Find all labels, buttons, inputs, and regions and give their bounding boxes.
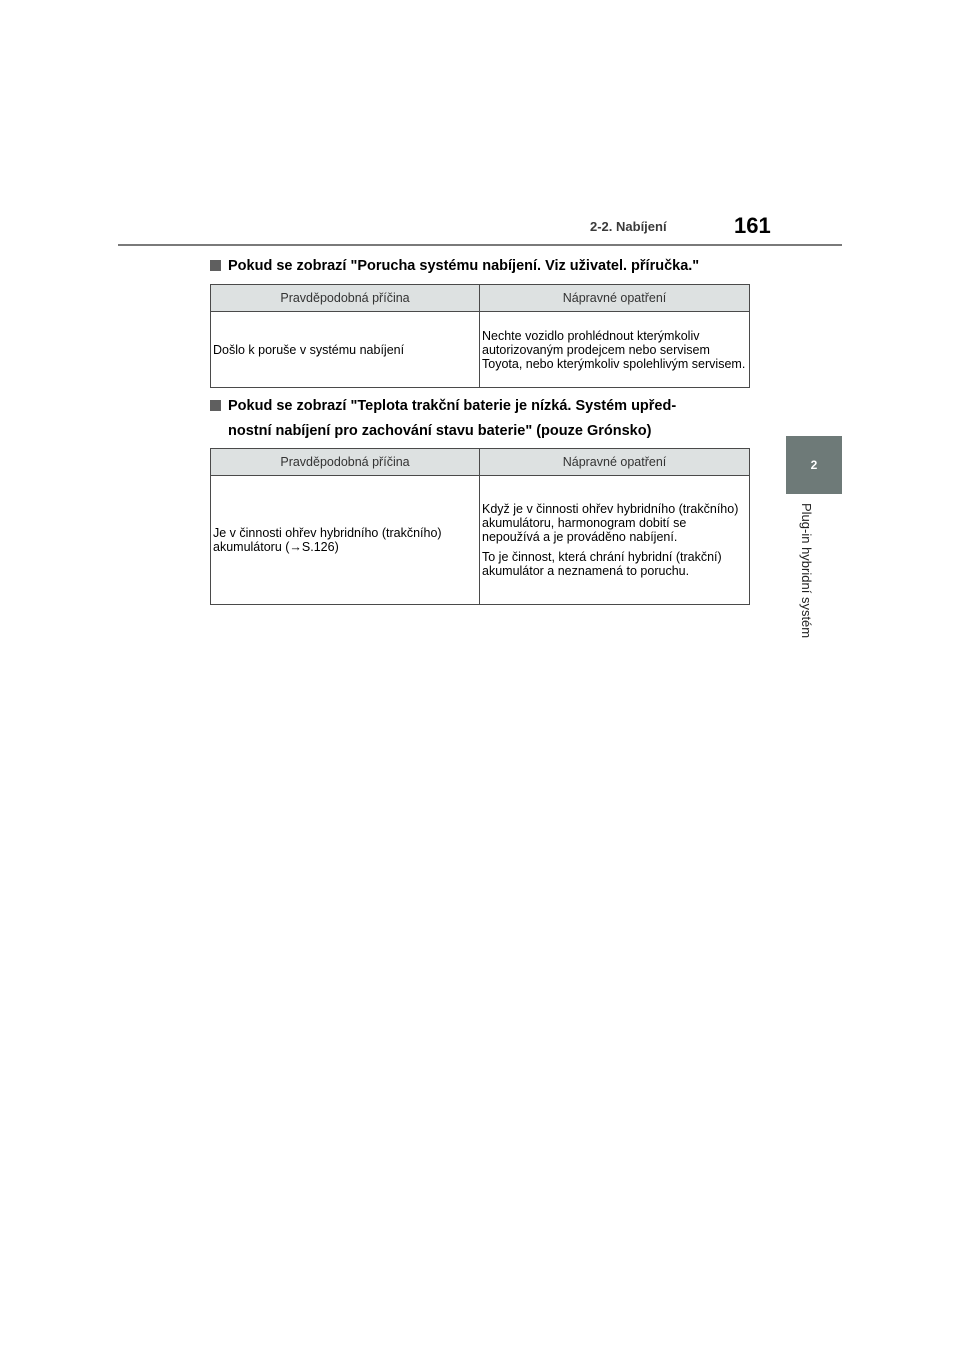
header-cause: Pravděpodobná příčina [211,449,480,476]
header-cause: Pravděpodobná příčina [211,285,480,312]
chapter-number: 2 [810,458,818,472]
section-header: 2-2. Nabíjení [590,219,667,234]
square-bullet-icon [210,400,221,411]
heading-text-line2: nostní nabíjení pro zachování stavu baterie" (pouze Grónsko) [228,423,652,439]
cause-cell: Došlo k poruše v systému nabíjení [211,312,480,388]
cause-cell: Je v činnosti ohřev hybridního (trakčního) akumulátoru (→S.126) [211,476,480,605]
action-paragraph-2: To je činnost, která chrání hybridní (trakční) akumulátor a neznamená to poruchu. [482,550,722,578]
square-bullet-icon [210,260,221,271]
table-row [211,312,750,388]
chapter-label: Plug-in hybridní systém [799,503,814,639]
action-paragraph-1: Když je v činnosti ohřev hybridního (trakčního) akumulátoru, harmonogram dobití se nepoužívá a je prováděno nabíjení. [482,502,739,544]
section-heading-low-battery-temp [210,394,770,444]
header-action: Nápravné opatření [480,449,750,476]
cause-action-table-charging-fault [210,284,750,388]
action-cell: Nechte vozidlo prohlédnout kterýmkoliv autorizovaným prodejcem nebo servisem Toyota, nebo kterýmkoliv spolehlivým servisem. [480,312,750,388]
section-heading-charging-fault [210,254,770,279]
table-header-row [211,449,750,476]
page-number: 161 [734,213,771,238]
action-cell [480,476,750,605]
heading-text: Pokud se zobrazí "Porucha systému nabíjení. Viz uživatel. příručka." [228,258,700,274]
heading-text-line1: Pokud se zobrazí "Teplota trakční baterie je nízká. Systém upřed- [228,398,677,414]
header-action: Nápravné opatření [480,285,750,312]
header-divider [118,244,842,246]
table-header-row [211,285,750,312]
chapter-tab [786,436,842,494]
cause-action-table-low-battery-temp [210,448,750,605]
table-row [211,476,750,605]
